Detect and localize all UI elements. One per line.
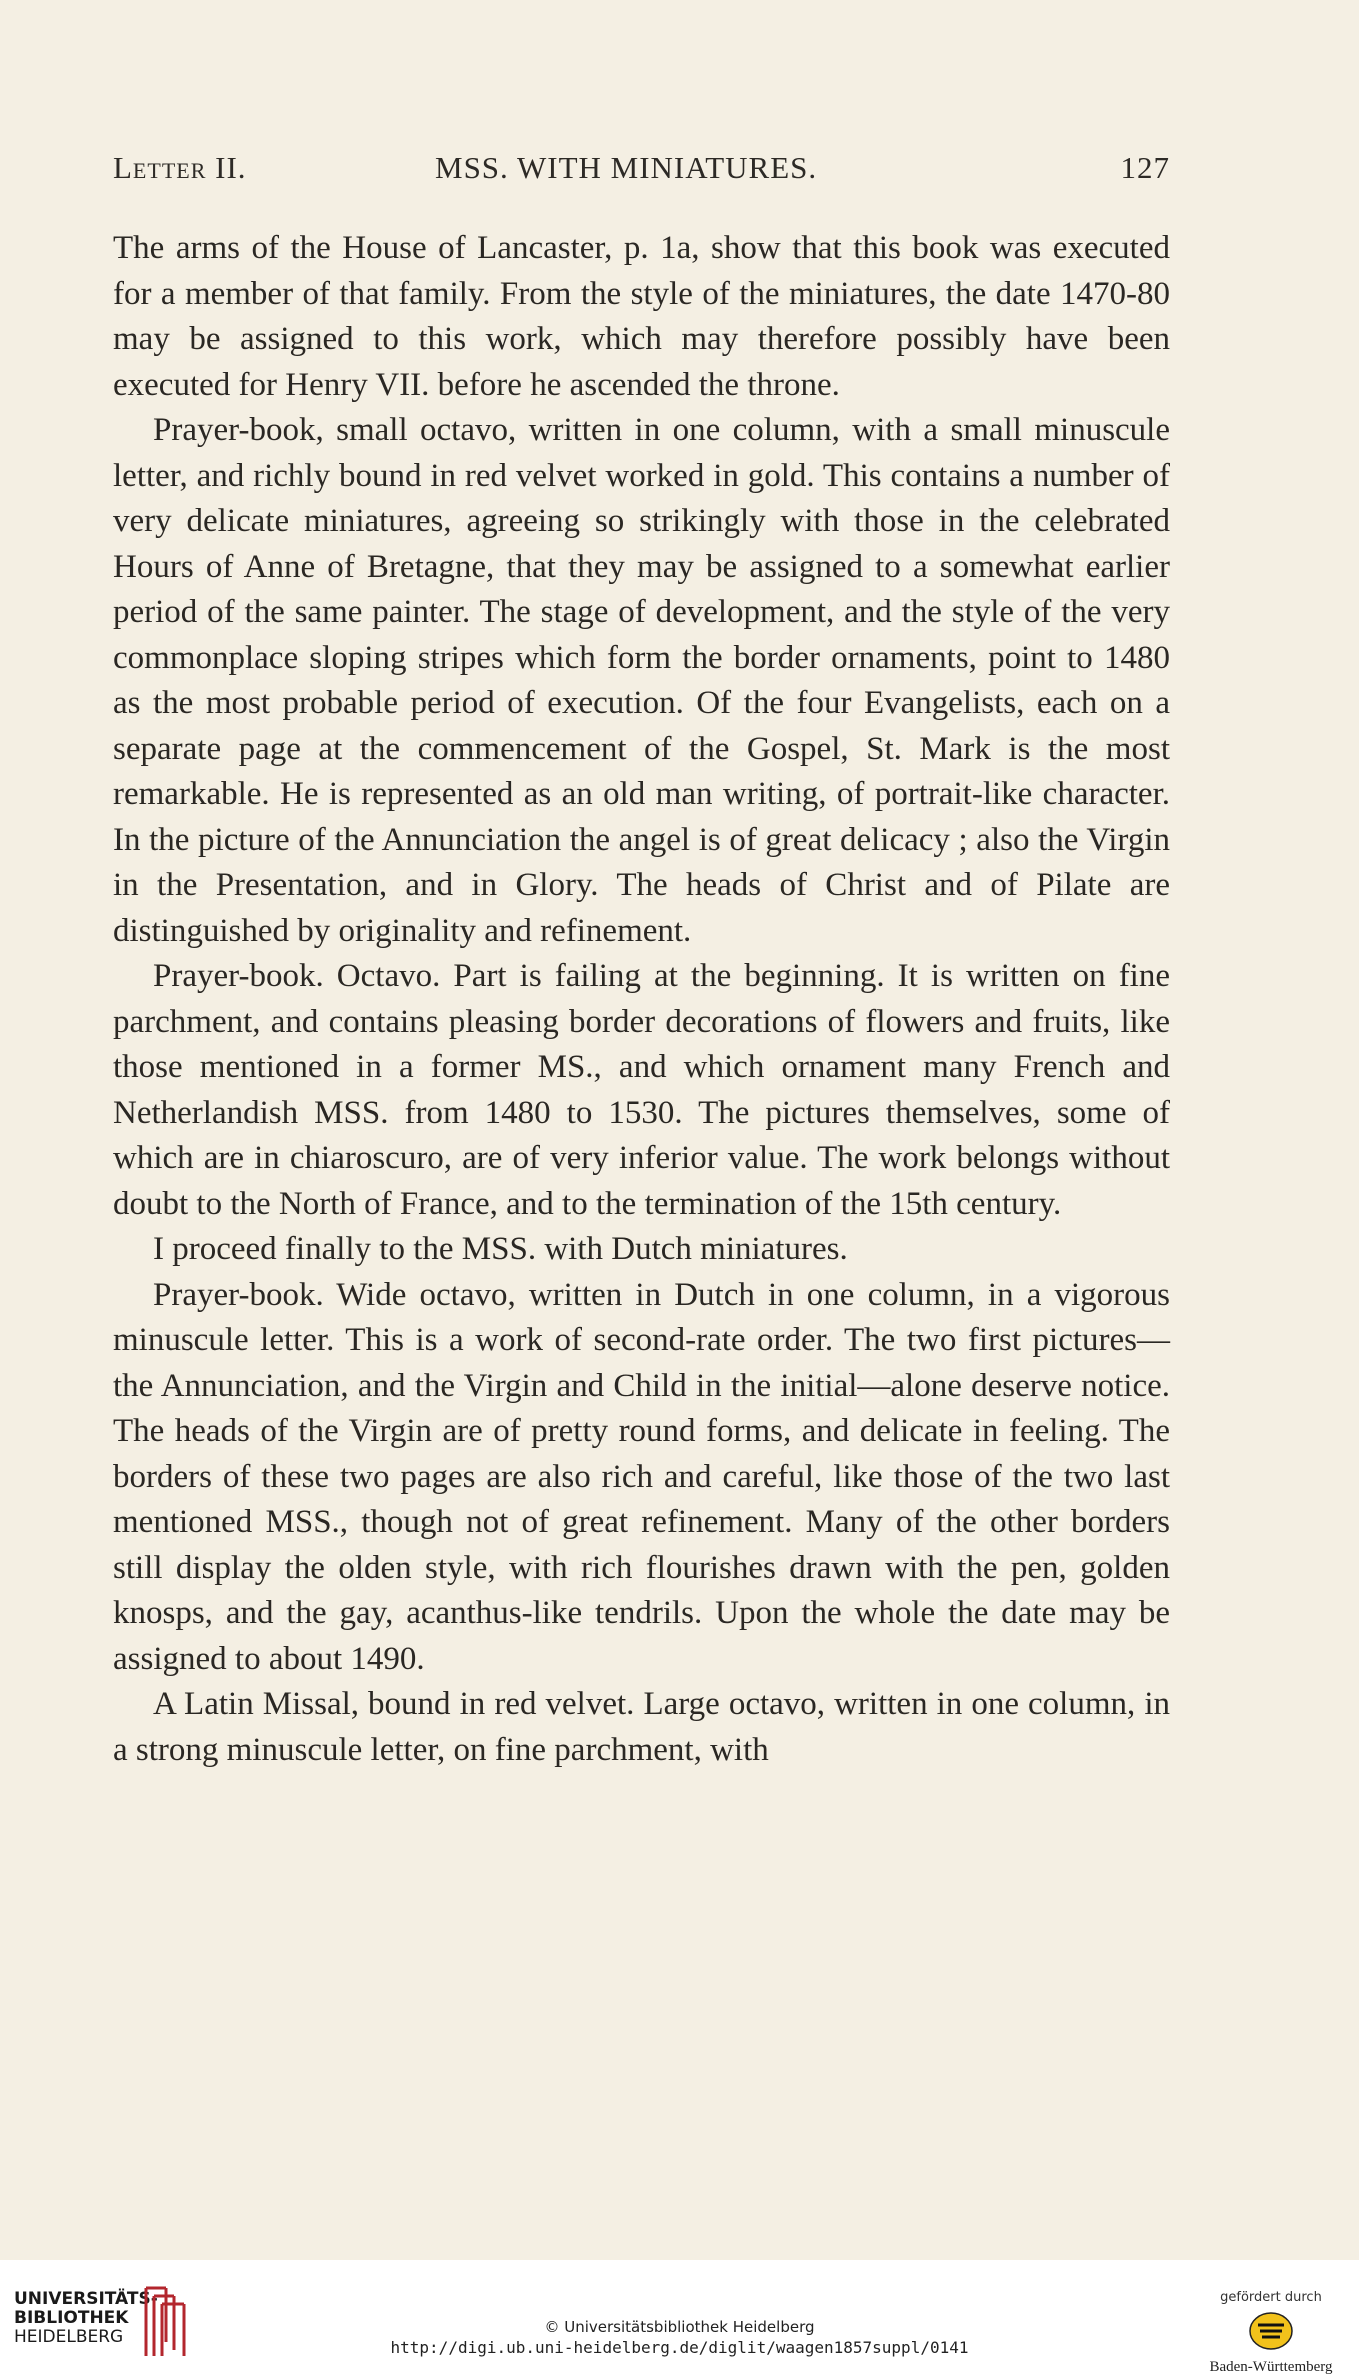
funder-name: Baden-Württemberg [1209,2359,1333,2375]
paragraph-5: Prayer-book. Wide octavo, written in Dutch in one column, in a vigorous minuscule letter. This is a work of second-rate order. The two first pictures—the Annunciation, and the Virgin and Child in the initial—alone deserve notice. The heads of the Virgin are of pretty round forms, and delicate in feeling. The borders of these two pages are also rich and careful, like those of the two last mentioned MSS., though not of great refinement. Many of the other borders still display the olden style, with rich flourishes drawn with the pen, golden knosps, and the gay, acanthus-like tendrils. Upon the whole the date may be assigned to about 1490. [113,1276,1170,1677]
copyright-notice: © Universitätsbibliothek Heidelberg [544,2318,815,2336]
header-letter [113,150,247,186]
page-number: 127 [1120,150,1170,185]
running-header [113,150,1170,190]
header-letter-word: Letter [113,150,207,185]
library-name-line-1: UNIVERSITÄTS- [14,2289,158,2309]
header-letter-number: II. [206,150,247,185]
funder-block [1201,2290,1341,2376]
library-name-line-2: BIBLIOTHEK [14,2308,129,2328]
library-name-line-3: HEIDELBERG [14,2327,124,2347]
body-text [113,226,1170,1773]
baden-wuerttemberg-emblem-icon[interactable] [1248,2311,1294,2351]
paragraph-4: I proceed finally to the MSS. with Dutch miniatures. [153,1231,848,1267]
permalink[interactable]: http://digi.ub.uni-heidelberg.de/diglit/waagen1857suppl/0141 [390,2338,969,2357]
paragraph-1: The arms of the House of Lancaster, p. 1a, show that this book was executed for a member of that family. From the style of the miniatures, the date 1470-80 may be assigned to this work, which may therefore possibly have been executed for Henry VII. before he ascended the throne. [113,230,1170,403]
footer-bar [0,2260,1359,2376]
paragraph-6: A Latin Missal, bound in red velvet. Large octavo, written in one column, in a strong minuscule letter, on fine parchment, with [113,1686,1170,1768]
paragraph-2: Prayer-book, small octavo, written in one column, with a small minuscule letter, and richly bound in red velvet worked in gold. This contains a number of very delicate miniatures, agreeing so strikingly with those in the celebrated Hours of Anne of Bretagne, that they may be assigned to a somewhat earlier period of the same painter. The stage of development, and the style of the very commonplace sloping stripes which form the border ornaments, point to 1480 as the most probable period of execution. Of the four Evangelists, each on a separate page at the commencement of the Gospel, St. Mark is the most remarkable. He is represented as an old man writing, of portrait-like character. In the picture of the Annunciation the angel is of great delicacy ; also the Virgin in the Presentation, and in Glory. The heads of Christ and of Pilate are distinguished by originality and refinement. [113,412,1170,949]
header-title: MSS. WITH MINIATURES. [435,150,818,185]
paragraph-3: Prayer-book. Octavo. Part is failing at the beginning. It is written on fine parchment, and contains pleasing border decorations of flowers and fruits, like those mentioned in a former MS., and which ornament many French and Netherlandish MSS. from 1480 to 1530. The pictures themselves, some of which are in chiaroscuro, are of very inferior value. The work belongs without doubt to the North of France, and to the termination of the 15th century. [113,958,1170,1222]
funded-by-label: gefördert durch [1220,2290,1322,2305]
